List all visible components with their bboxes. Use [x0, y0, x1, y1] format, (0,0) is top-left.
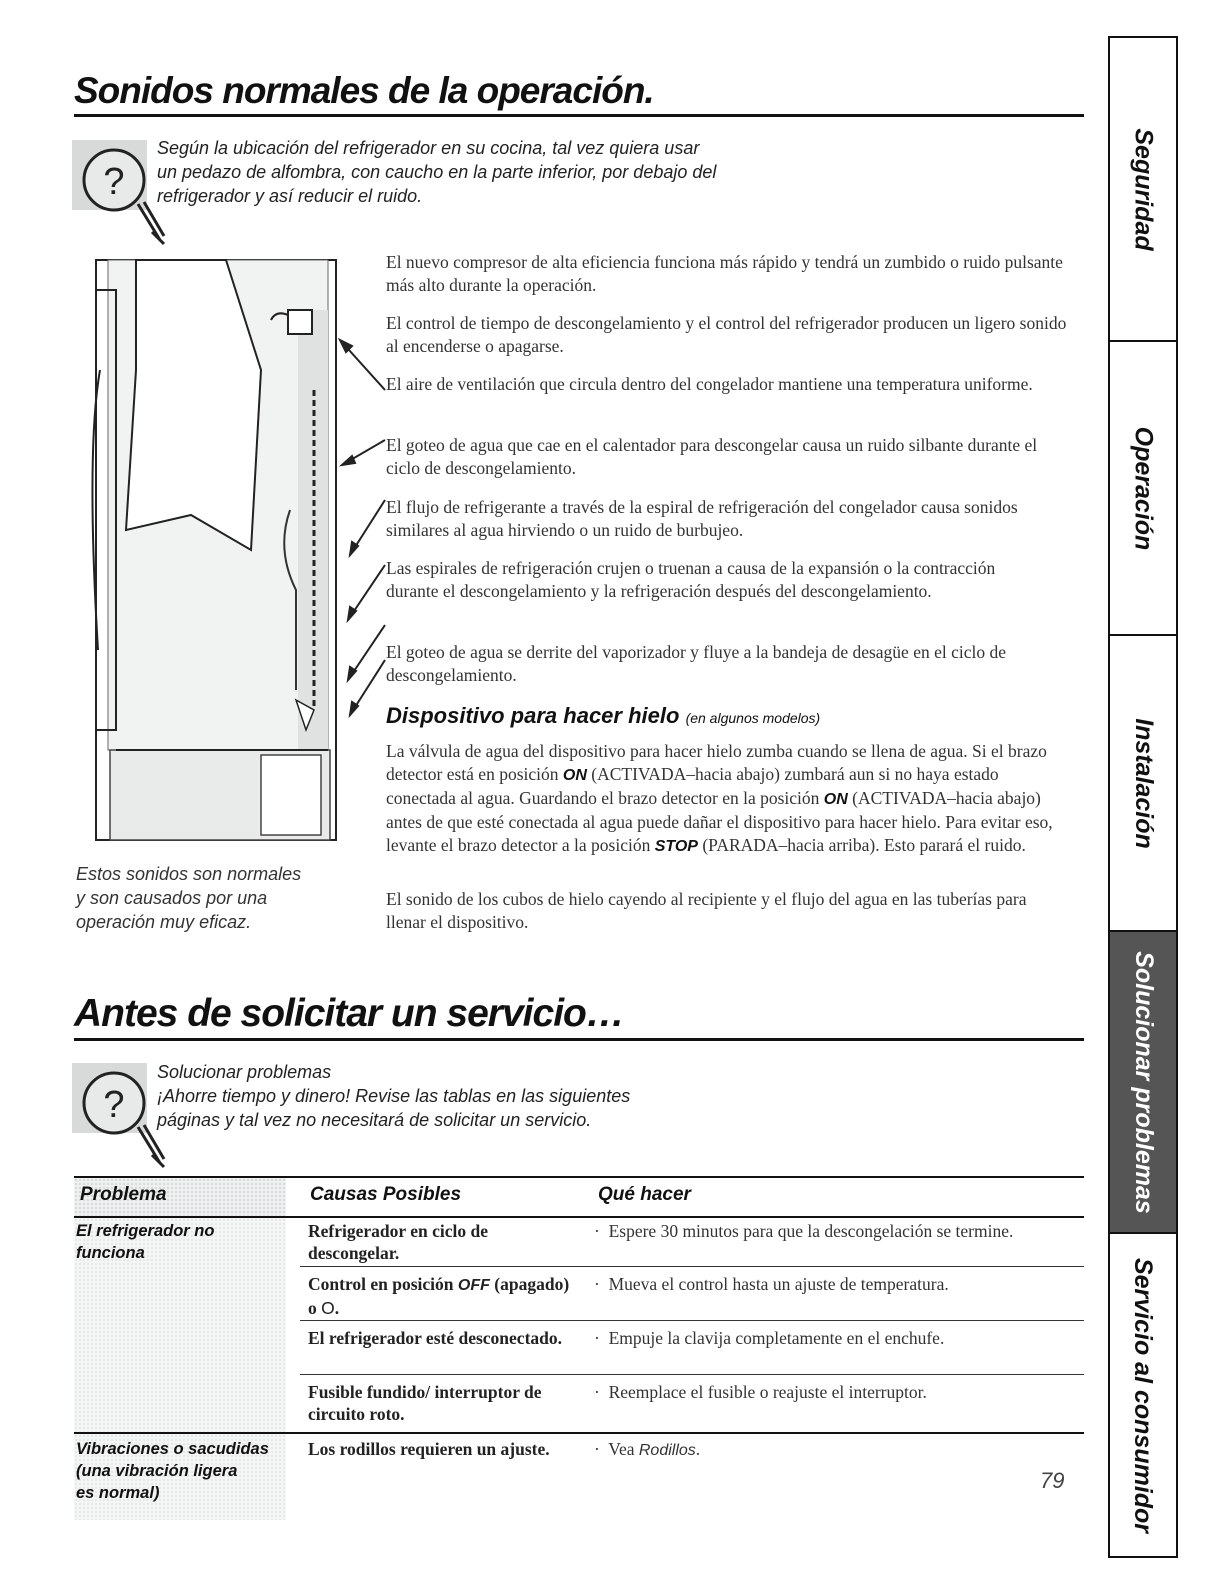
problem-cell: Vibraciones o sacudidas (una vibración ligera es normal): [76, 1440, 269, 1502]
header-problem: Problema: [80, 1184, 167, 1205]
tab-operacion[interactable]: Operación: [1110, 342, 1176, 636]
sound-paragraph: El control de tiempo de descongelamiento y el control del refrigerador producen un ligero sonido al encenderse o apagarse.: [386, 313, 1067, 356]
todo-cell: · Espere 30 minutos para que la descongelación se termine.: [594, 1221, 1014, 1241]
header-todo: Qué hacer: [598, 1184, 691, 1205]
sound-paragraph: El aire de ventilación que circula dentro del congelador mantiene una temperatura uniforme.: [386, 374, 1033, 394]
problem-cell: El refrigerador no funciona: [76, 1222, 215, 1262]
todo-cell: · Mueva el control hasta un ajuste de temperatura.: [594, 1274, 949, 1294]
todo-cell: · Empuje la clavija completamente en el enchufe.: [594, 1328, 945, 1348]
title-rule: [74, 114, 1084, 117]
sound-paragraph: Las espirales de refrigeración crujen o truenan a causa de la expansión o la contracción durante el descongelamiento y la refrigeración después del descongelamiento.: [386, 558, 996, 601]
tab-instalacion[interactable]: Instalación: [1110, 636, 1176, 932]
cause-cell: El refrigerador esté desconectado.: [308, 1328, 563, 1348]
diagram-caption: Estos sonidos son normales y son causados por una operación muy eficaz.: [76, 864, 302, 932]
header-causes: Causas Posibles: [310, 1184, 462, 1205]
cause-cell: Fusible fundido/ interruptor de circuito roto.: [308, 1382, 542, 1424]
tip-text: Según la ubicación del refrigerador en su cocina, tal vez quiera usar un pedazo de alfombra, con caucho en la parte inferior, por debajo del refrigerador y así reducir el ruido.: [157, 138, 717, 206]
section-tabs: [1108, 36, 1178, 1558]
icemaker-heading: Dispositivo para hacer hielo (en algunos modelos): [386, 703, 821, 728]
section-title-sounds: Sonidos normales de la operación.: [74, 70, 654, 111]
cause-cell: Refrigerador en ciclo de descongelar.: [308, 1221, 488, 1263]
cause-cell: Control en posición OFF (apagado) o O.: [308, 1274, 570, 1318]
callout-arrows: [330, 320, 390, 720]
sound-paragraph: El goteo de agua se derrite del vaporizador y fluye a la bandeja de desagüe en el ciclo de descongelamiento.: [386, 642, 1006, 685]
section-title-service: Antes de solicitar un servicio…: [74, 992, 624, 1035]
svg-text:?: ?: [103, 161, 125, 203]
row-rule: [300, 1266, 1084, 1267]
page-number: 79: [1040, 1468, 1065, 1493]
row-rule: [300, 1320, 1084, 1321]
icemaker-paragraph-2: El sonido de los cubos de hielo cayendo al recipiente y el flujo del agua en las tuberías para llenar el dispositivo.: [386, 889, 1027, 932]
title-rule: [74, 1038, 1084, 1041]
sound-paragraph: El goteo de agua que cae en el calentador para descongelar causa un ruido silbante durante el ciclo de descongelamiento.: [386, 435, 1038, 478]
tab-seguridad[interactable]: Seguridad: [1110, 38, 1176, 342]
row-rule: [300, 1374, 1084, 1375]
todo-cell: · Reemplace el fusible o reajuste el interruptor.: [594, 1382, 927, 1402]
refrigerator-diagram: [76, 250, 356, 850]
tab-servicio-consumidor[interactable]: Servicio al consumidor: [1129, 1257, 1158, 1533]
todo-cell: · Vea Rodillos.: [594, 1439, 701, 1459]
tip-text: Solucionar problemas ¡Ahorre tiempo y dinero! Revise las tablas en las siguientes páginas y tal vez no necesitará de solicitar un servicio.: [157, 1062, 631, 1130]
tab-solucionar-problemas[interactable]: Solucionar problemas: [1110, 932, 1176, 1234]
sound-paragraph: El nuevo compresor de alta eficiencia funciona más rápido y tendrá un zumbido o ruido pulsante más alto durante la operación.: [386, 252, 1063, 295]
sound-paragraph: El flujo de refrigerante a través de la espiral de refrigeración del congelador causa sonidos similares al agua hirviendo o un ruido de burbujeo.: [386, 497, 1018, 540]
cause-cell: Los rodillos requieren un ajuste.: [308, 1439, 550, 1459]
icemaker-paragraph: La válvula de agua del dispositivo para hacer hielo zumba cuando se llena de agua. Si el brazo detector está en posición ON (ACTIVADA–hacia abajo) zumbará aun si no haya estado conectada al agua. Guardando el brazo detector en la posición ON (ACTIVADA–hacia abajo) antes de que esté conectada al agua puede dañar el dispositivo para hacer hielo. Para evitar eso, levante el brazo detector a la posición STOP (PARADA–hacia arriba). Esto parará el ruido.: [386, 741, 1053, 855]
svg-text:?: ?: [103, 1084, 125, 1126]
